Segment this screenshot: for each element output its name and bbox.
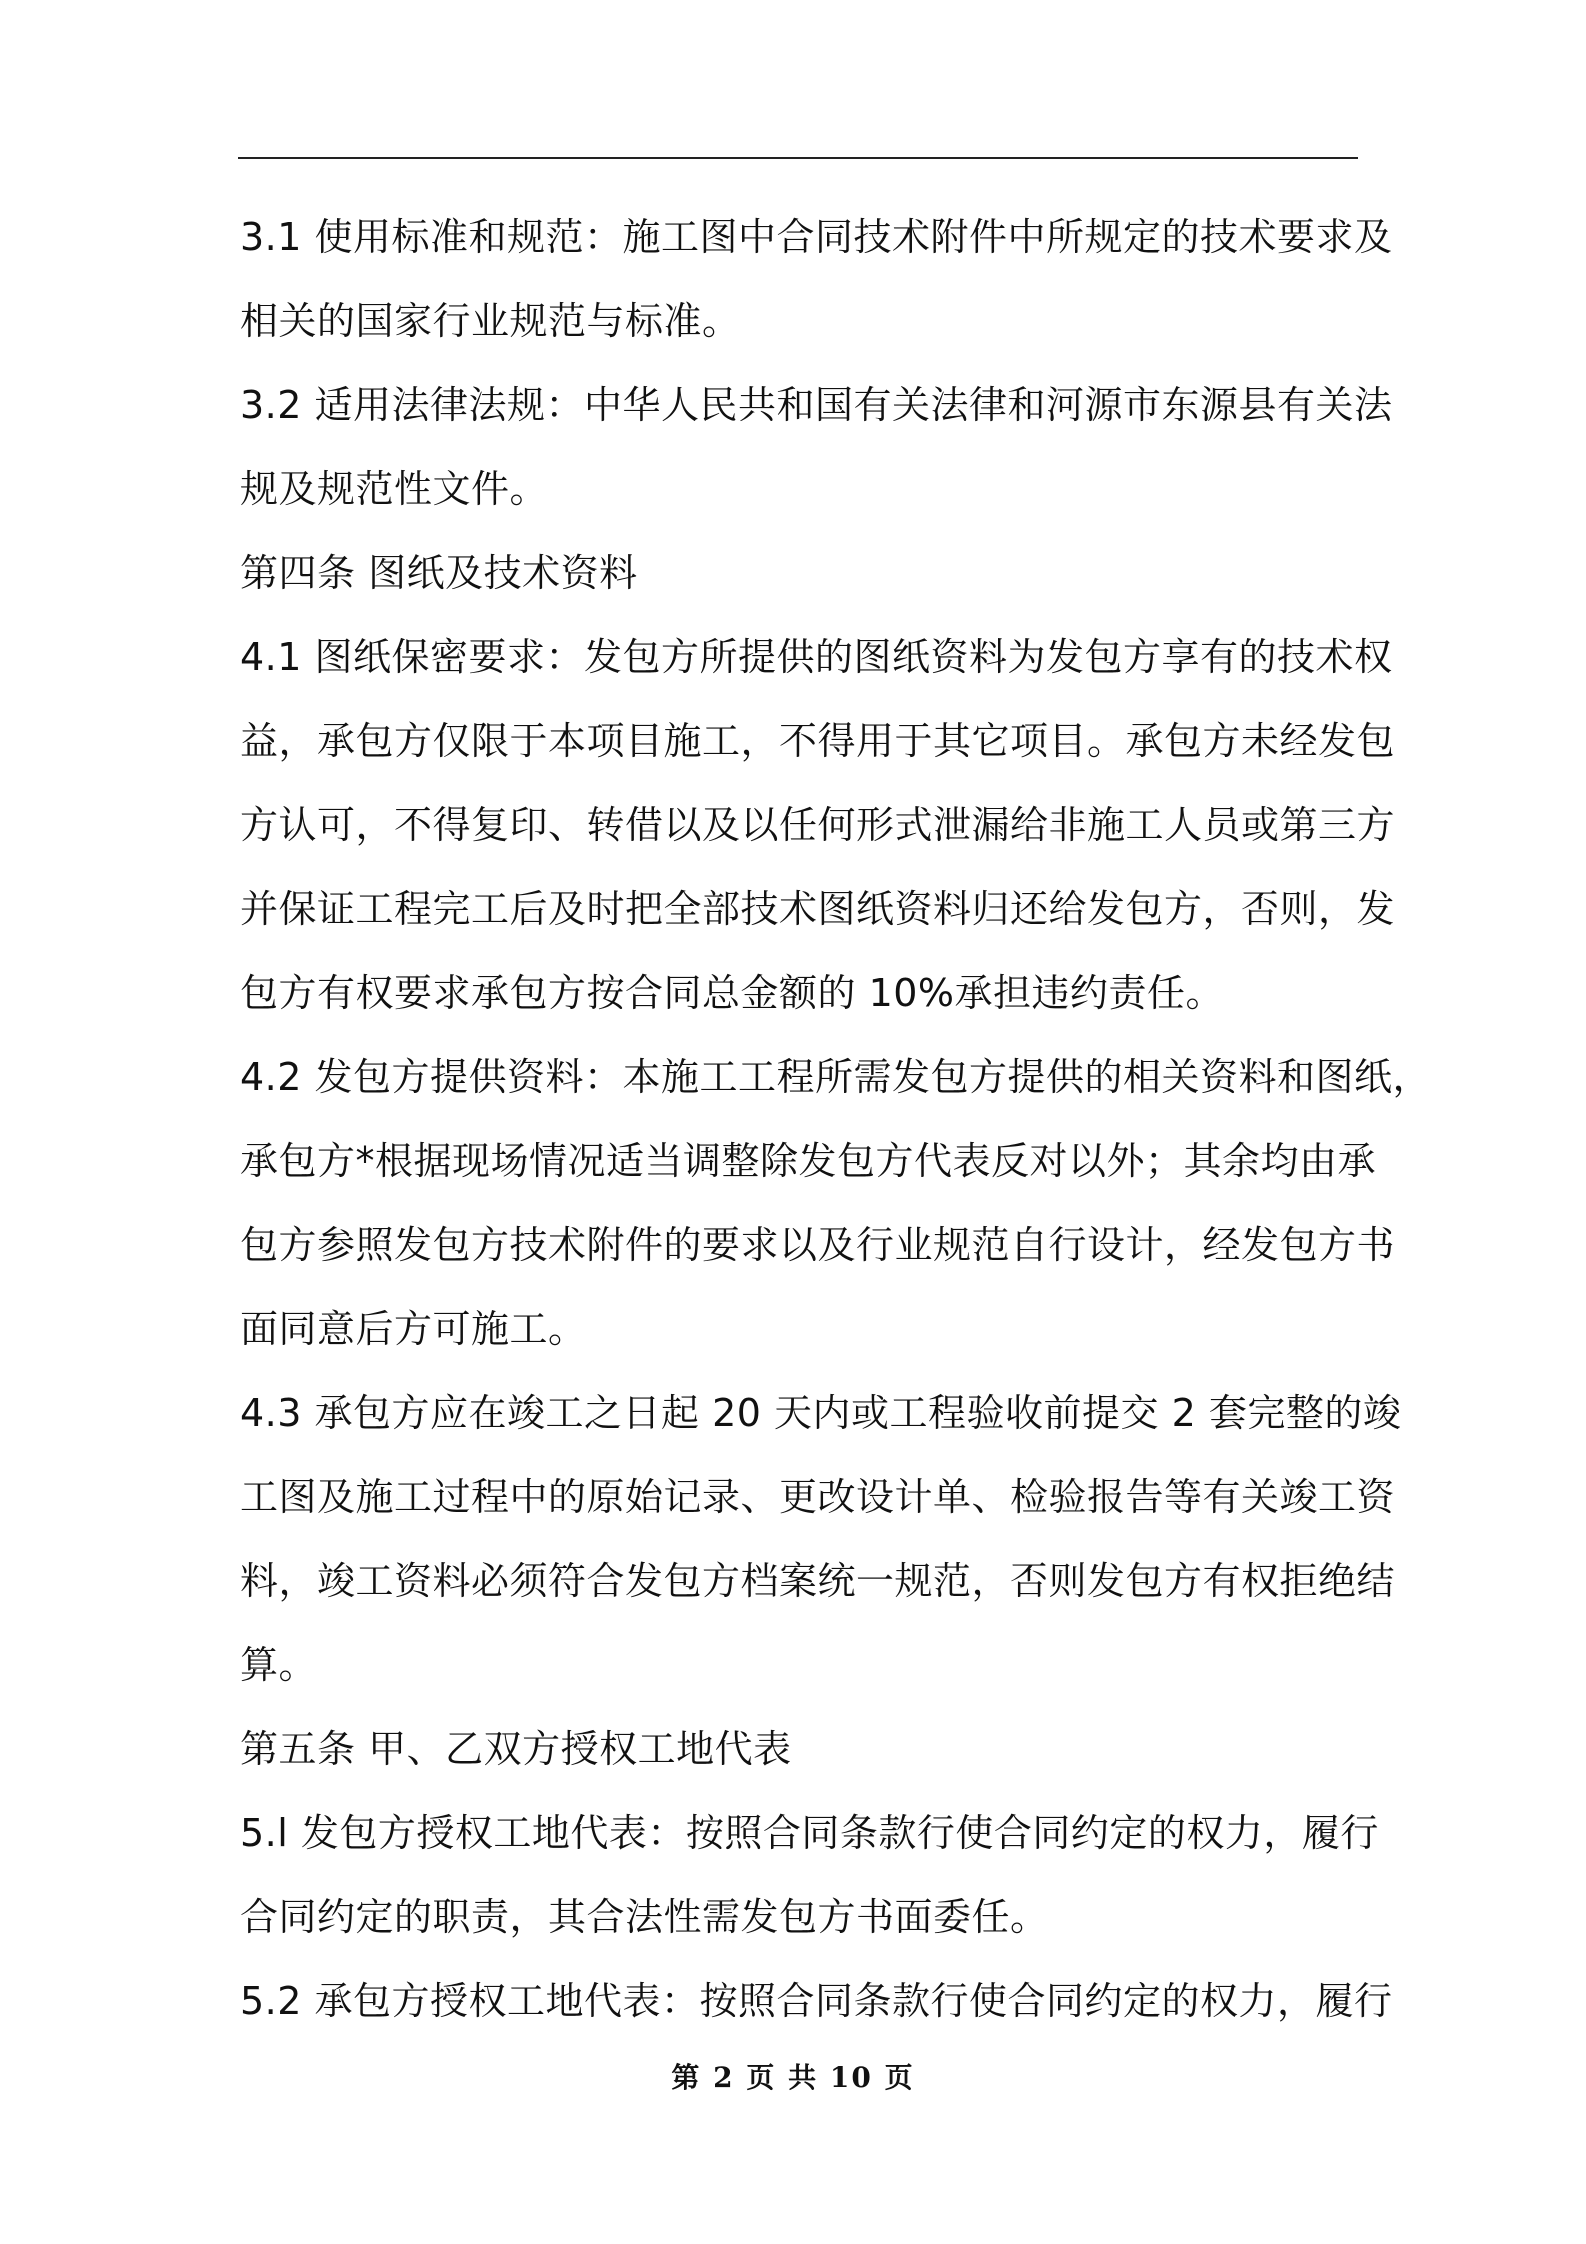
text-line: 合同约定的职责，其合法性需发包方书面委任。 (240, 1895, 1049, 1939)
text-line: 料，竣工资料必须符合发包方档案统一规范，否则发包方有权拒绝结 (240, 1559, 1396, 1603)
text-line: 并保证工程完工后及时把全部技术图纸资料归还给发包方，否则，发 (240, 887, 1396, 931)
page-footer: 第 2 页 共 10 页 (671, 2061, 915, 2094)
text-line: 5.2 承包方授权工地代表：按照合同条款行使合同约定的权力，履行 (240, 1979, 1393, 2023)
text-line: 3.2 适用法律法规：中华人民共和国有关法律和河源市东源县有关法 (240, 383, 1393, 427)
text-line: 4.2 发包方提供资料：本施工工程所需发包方提供的相关资料和图纸， (240, 1055, 1432, 1099)
text-line: 4.1 图纸保密要求：发包方所提供的图纸资料为发包方享有的技术权 (240, 635, 1393, 679)
text-line: 工图及施工过程中的原始记录、更改设计单、检验报告等有关竣工资 (240, 1475, 1396, 1519)
text-line: 益，承包方仅限于本项目施工，不得用于其它项目。承包方未经发包 (240, 719, 1396, 763)
text-line: 相关的国家行业规范与标准。 (240, 299, 741, 343)
text-line: 算。 (240, 1643, 318, 1687)
text-line: 方认可，不得复印、转借以及以任何形式泄漏给非施工人员或第三方 (240, 803, 1396, 847)
text-line: 包方有权要求承包方按合同总金额的 10%承担违约责任。 (240, 971, 1225, 1015)
text-line: 3.1 使用标准和规范：施工图中合同技术附件中所规定的技术要求及 (240, 215, 1393, 259)
text-line: 5.l 发包方授权工地代表：按照合同条款行使合同约定的权力，履行 (240, 1811, 1379, 1855)
body-text (240, 195, 1432, 2043)
text-line: 规及规范性文件。 (240, 467, 549, 511)
text-line: 承包方*根据现场情况适当调整除发包方代表反对以外；其余均由承 (240, 1139, 1377, 1183)
text-line: 包方参照发包方技术附件的要求以及行业规范自行设计，经发包方书 (240, 1223, 1396, 1267)
text-line: 面同意后方可施工。 (240, 1307, 587, 1351)
section-heading: 第五条 甲、乙双方授权工地代表 (240, 1727, 792, 1771)
header-rule (238, 157, 1358, 159)
text-line: 4.3 承包方应在竣工之日起 20 天内或工程验收前提交 2 套完整的竣 (240, 1391, 1402, 1435)
section-heading: 第四条 图纸及技术资料 (240, 551, 638, 595)
